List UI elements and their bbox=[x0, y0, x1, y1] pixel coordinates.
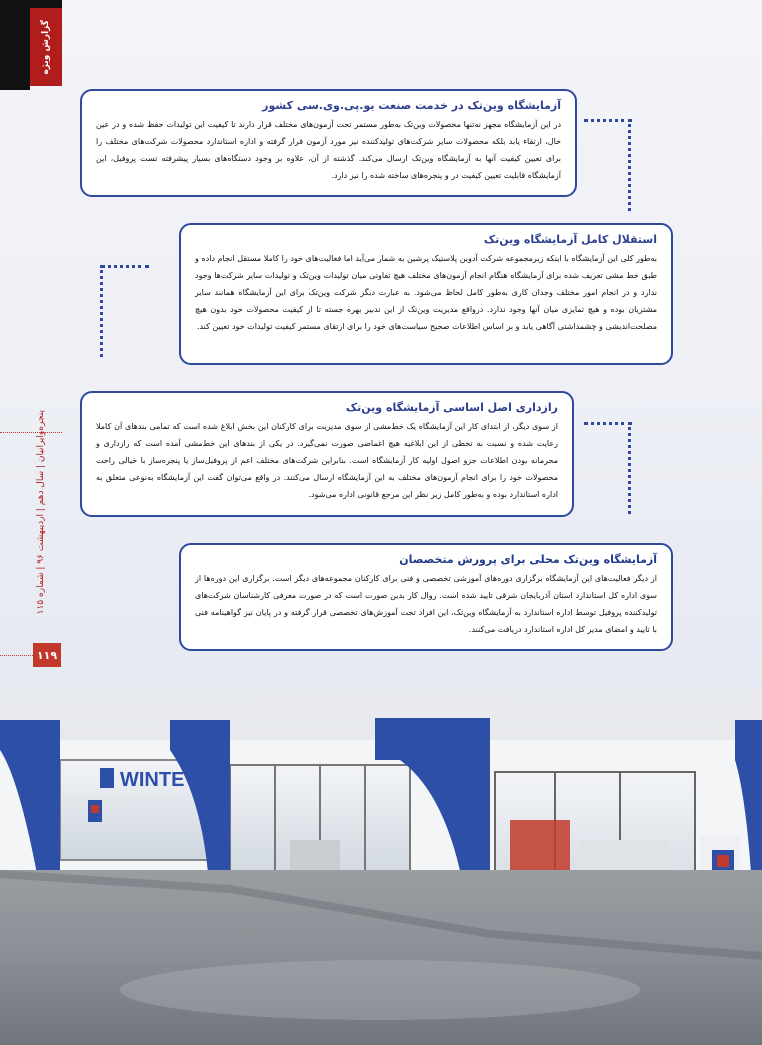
text-box-1 bbox=[80, 89, 577, 197]
connector-3-h bbox=[584, 422, 632, 425]
box-3-title: رازداری اصل اساسی آزمایشگاه وین‌تک bbox=[345, 401, 558, 414]
box-4-body: از دیگر فعالیت‌های این آزمایشگاه برگزاری دوره‌های آموزشی تخصصی و فنی برای کارکنان مجموعه‌های دیگر است. برگزاری این دوره‌ها از سوی اداره کل استاندارد استان آذربایجان شرقی تایید شده است. روال کار بدین صورت است که در صورت معرفی کارشناسان شرکت‌های تولیدکننده پروفیل توسط اداره استاندارد به آزمایشگاه وین‌تک، این افراد تحت آموزش‌های تخصصی قرار گرفته و در پایان نیز گواهینامه فنی با تایید و امضای مدیر کل اداره استاندارد دریافت می‌کنند. bbox=[195, 574, 657, 634]
box-3-body: از سوی دیگر، از ابتدای کار این آزمایشگاه یک خط‌مشی از سوی مدیریت برای کارکنان این بخش ابلاغ شده است که تمامی بندهای آن کاملا رعایت شده و نسبت به تخطی از این ابلاغیه هیچ اغماضی صورت نمی‌گیرد. در یکی از بندهای این خط‌مشی آمده است که رازداری و محرمانه بودن اطلاعات جزو اصول اولیه کار آزمایشگاه است. بنابراین شرکت‌های مختلف اعم از پروفیل‌ساز یا پنجره‌ساز با خیالی راحت محصولات خود را برای انجام آزمون‌های مختلف به این آزمایشگاه ارسال می‌کنند. در واقع می‌توان گفت این آزمایشگاه به‌نوعی متعلق به اداره استاندارد بوده و به‌طور کامل زیر نظر این مرجع قانونی اداره می‌شود. bbox=[96, 422, 558, 499]
connector-1-v bbox=[628, 119, 631, 211]
section-tab bbox=[30, 8, 62, 86]
connector-2-h bbox=[101, 265, 149, 268]
connector-3-v bbox=[628, 422, 631, 514]
connector-1-h bbox=[584, 119, 632, 122]
left-black-strip bbox=[0, 0, 30, 90]
issue-info bbox=[30, 410, 52, 645]
page-number: ۱۱۹ bbox=[33, 643, 61, 667]
box-1-body: در این آزمایشگاه مجهز نه‌تنها محصولات وین‌تک به‌طور مستمر تحت آزمون‌های مختلف قرار دارند تا کیفیت این تولیدات حفظ شده و در عین حال، ارتقاء یابد بلکه محصولات سایر شرکت‌های تولیدکننده نیز مورد آزمون قرار گرفته و اداره استاندارد محصولات شرکت‌های مختلف را برای تعیین کیفیت آنها به آزمایشگاه وین‌تک ارسال می‌کند. گذشته از آن، علاوه بر وجود دستگاه‌های بسیار پیشرفته تست پروفیل، این آزمایشگاه قابلیت تعیین کیفیت در و پنجره‌های ساخته شده را نیز دارد. bbox=[96, 120, 561, 180]
box-2-title: استقلال کامل آزمایشگاه وین‌تک bbox=[483, 233, 657, 246]
page-number-rule bbox=[0, 655, 33, 656]
lab-photo-illustration bbox=[0, 690, 762, 1045]
box-2-body: به‌طور کلی این آزمایشگاه با اینکه زیرمجموعه شرکت آدوین پلاستیک پرشین به شمار می‌آید اما فعالیت‌های خود را کاملا مستقل انجام داده و طبق خط مشی تعریف شده برای آزمایشگاه هنگام انجام آزمون‌های مختلف هیچ تفاوتی میان تولیدات وین‌تک و تولیدات سایر شرکت‌ها وجود ندارد و در انجام امور مختلف وجدان کاری به‌طور کامل لحاظ می‌شود. به عبارت دیگر شرکت وین‌تک برای این آزمایشگاه همانند سایر مشتریان بوده و هیچ تمایزی میان آنها وجود ندارد. درواقع مدیریت وین‌تک از این تدبیر بهره جسته تا از کیفیت محصولات خود بدون هیچ مصلحت‌اندیشی و چشمداشتی آگاهی یابد و بر اساس اطلاعات صحیح سیاست‌های خود را برای ارتقای مستمر کیفیت تولیدات خود تعیین کند. bbox=[195, 254, 657, 331]
lab-photo bbox=[0, 690, 762, 1045]
text-box-4 bbox=[179, 543, 673, 651]
text-box-2 bbox=[179, 223, 673, 365]
issue-label: پنجره‌وایرانیان | سال دهم | اردیبهشت ۹۶ | شماره ۱۱۵ bbox=[36, 410, 46, 615]
box-1-title: آزمایشگاه وین‌تک در خدمت صنعت یو.پی.وی.سی کشور bbox=[262, 99, 561, 112]
box-4-title: آزمایشگاه وین‌تک محلی برای پرورش متخصصان bbox=[399, 553, 657, 566]
lab-sign-text: WINTE bbox=[120, 769, 185, 791]
text-box-3 bbox=[80, 391, 574, 517]
section-label: گزارش ویژه bbox=[41, 19, 51, 75]
connector-2-v bbox=[100, 265, 103, 357]
